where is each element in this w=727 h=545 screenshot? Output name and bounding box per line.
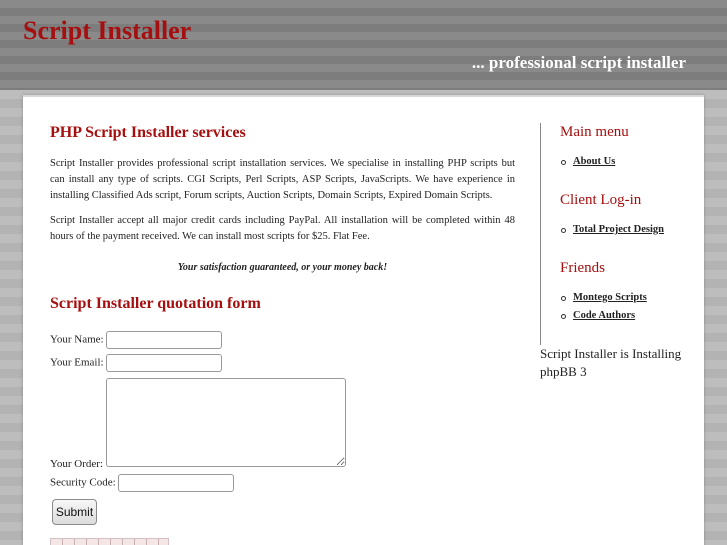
content-panel [23,95,704,545]
client-login-heading: Client Log-in [560,192,642,208]
captcha-image [50,538,169,545]
name-input[interactable] [106,331,222,349]
email-row [50,354,222,372]
order-row [50,378,346,470]
total-project-design-link[interactable]: Total Project Design [573,224,664,235]
name-label: Your Name: [50,333,104,346]
submit-button[interactable]: Submit [52,499,97,525]
friends-heading: Friends [560,260,605,276]
installing-status-text: Script Installer is Installing phpBB 3 [540,346,682,379]
security-code-input[interactable] [118,474,234,492]
guarantee-text: Your satisfaction guaranteed, or your money back! [177,262,388,273]
payment-paragraph: Script Installer accept all major credit cards including PayPal. All installation will be completed within 48 hours of the payment received. We can install most scripts for $25. Flat Fee. [50,215,515,242]
client-login-list [560,224,664,242]
list-item [560,224,664,242]
montego-scripts-link[interactable]: Montego Scripts [573,292,647,303]
form-heading: Script Installer quotation form [50,295,261,312]
order-textarea[interactable] [106,378,346,467]
email-input[interactable] [106,354,222,372]
security-row [50,474,234,492]
code-authors-link[interactable]: Code Authors [573,310,636,321]
list-item [560,156,615,174]
main-menu-heading: Main menu [560,124,629,140]
services-paragraph: Script Installer provides professional script installation services. We specialise in installing PHP scripts but can install any type of scripts. CGI Scripts, Perl Scripts, ASP Scripts, JavaScripts. We have experience in installing Classified Ads script, Forum scripts, Auction Scripts, Domain Scripts, Expired Domain Scripts. [50,158,515,201]
order-label: Your Order: [50,458,103,470]
services-heading: PHP Script Installer services [50,124,246,141]
site-tagline: ... professional script installer [471,53,686,72]
site-title[interactable]: Script Installer [23,16,192,45]
security-label: Security Code: [50,476,116,489]
email-label: Your Email: [50,356,104,369]
list-item [560,310,647,328]
friends-list [560,292,647,328]
main-menu-list [560,156,615,174]
about-us-link[interactable]: About Us [573,156,616,167]
name-row [50,331,222,349]
list-item [560,292,647,310]
sidebar-divider [540,123,541,345]
